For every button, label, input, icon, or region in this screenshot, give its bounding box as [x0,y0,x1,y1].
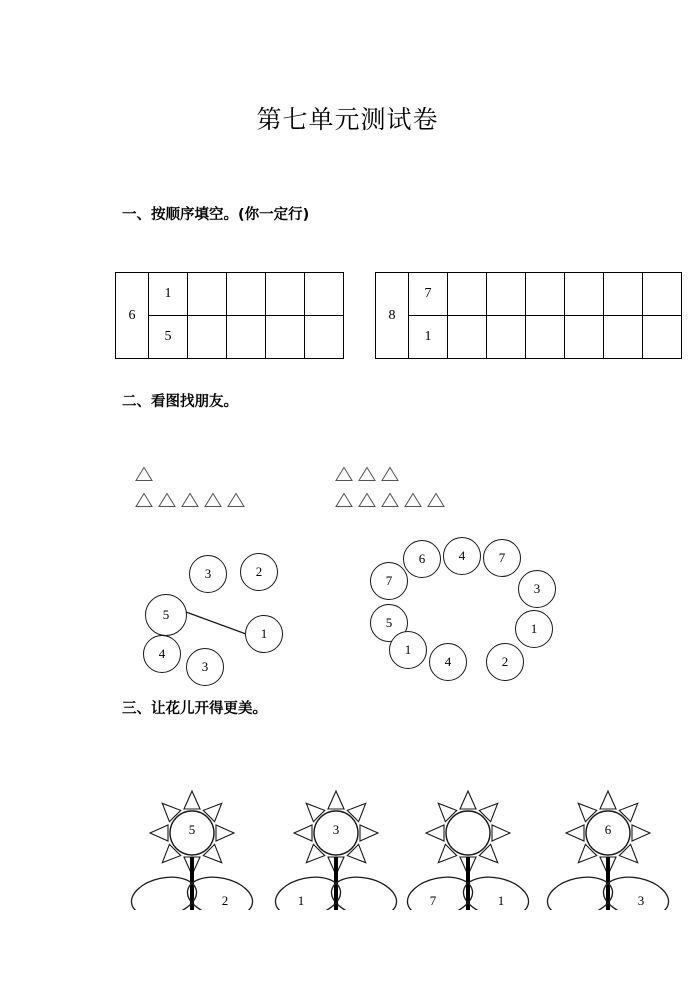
number-circle[interactable]: 6 [403,540,441,578]
triangle-icon [204,492,222,508]
table-cell[interactable] [526,316,565,359]
flower-3 [398,745,538,910]
flower-2 [266,745,406,910]
section-heading-1: 一、按顺序填空。(你一定行) [122,207,310,223]
triangle-group-right [335,462,445,508]
table-cell[interactable]: 7 [409,273,448,316]
table-lead-cell: 6 [116,273,149,359]
section-heading-3: 三、让花儿开得更美。 [122,701,267,717]
number-circle[interactable]: 3 [189,555,227,593]
flower-right-leaf-label[interactable]: 1 [497,893,505,908]
table-cell[interactable] [305,316,344,359]
flower-drawing [398,745,538,910]
table-cell[interactable] [188,316,227,359]
table-cell[interactable] [227,273,266,316]
number-circle[interactable]: 3 [186,648,224,686]
circle-cluster-left [130,545,305,685]
triangle-icon [181,492,199,508]
table-cell[interactable] [487,316,526,359]
triangle-icon [358,492,376,508]
table-cell[interactable] [487,273,526,316]
triangle-row [335,462,445,482]
triangle-icon [335,466,353,482]
table-cell[interactable] [305,273,344,316]
table-cell[interactable] [227,316,266,359]
table-cell[interactable] [266,273,305,316]
triangle-row [135,462,245,482]
flower-right-leaf-label[interactable]: 2 [221,893,229,908]
table-cell[interactable] [604,316,643,359]
table-cell[interactable] [643,273,682,316]
triangle-row [335,488,445,508]
number-circle[interactable]: 7 [483,539,521,577]
triangle-icon [404,492,422,508]
triangle-icon [335,492,353,508]
number-circle[interactable]: 2 [486,643,524,681]
table-cell[interactable] [448,273,487,316]
number-circle[interactable]: 5 [370,604,408,642]
number-circle[interactable]: 1 [389,631,427,669]
table-row [116,273,344,316]
table-cell[interactable] [266,316,305,359]
triangle-icon [135,492,153,508]
table-row [116,316,344,359]
table-row [376,273,682,316]
number-circle[interactable]: 1 [245,615,283,653]
number-circle[interactable]: 4 [143,635,181,673]
flower-4 [538,745,678,910]
table-cell[interactable] [526,273,565,316]
number-circle[interactable]: 3 [518,570,556,608]
flower-1 [122,745,262,910]
table-cell[interactable] [188,273,227,316]
number-circle[interactable]: 7 [370,562,408,600]
flower-right-leaf-label[interactable]: 3 [637,893,645,908]
triangle-icon [358,466,376,482]
triangle-icon [227,492,245,508]
triangle-row [135,488,245,508]
number-circle[interactable]: 5 [145,594,187,636]
table-cell[interactable]: 1 [409,316,448,359]
sequence-table-left [115,272,344,359]
table-cell[interactable] [565,316,604,359]
table-cell[interactable] [643,316,682,359]
triangle-icon [158,492,176,508]
sequence-table-right [375,272,682,359]
table-row [376,316,682,359]
number-circle[interactable]: 1 [515,610,553,648]
triangle-icon [381,466,399,482]
table-lead-cell: 8 [376,273,409,359]
flower-center-label[interactable]: 3 [332,822,340,837]
number-circle[interactable]: 2 [240,553,278,591]
circle-cluster-right [370,535,575,690]
table-cell[interactable] [448,316,487,359]
section-heading-2: 二、看图找朋友。 [122,394,238,410]
table-cell[interactable] [604,273,643,316]
triangle-group-left [135,462,245,508]
table-cell[interactable]: 1 [149,273,188,316]
flower-left-leaf-label[interactable]: 1 [297,893,305,908]
number-circle[interactable]: 4 [429,643,467,681]
page-title: 第七单元测试卷 [256,105,439,134]
flower-center-label[interactable]: 6 [604,822,612,837]
table-cell[interactable] [565,273,604,316]
flower-left-leaf-label[interactable]: 7 [429,893,437,908]
triangle-icon [135,466,153,482]
triangle-icon [381,492,399,508]
flower-center-label[interactable]: 5 [188,822,196,837]
number-circle[interactable]: 4 [443,537,481,575]
table-cell[interactable]: 5 [149,316,188,359]
triangle-icon [427,492,445,508]
